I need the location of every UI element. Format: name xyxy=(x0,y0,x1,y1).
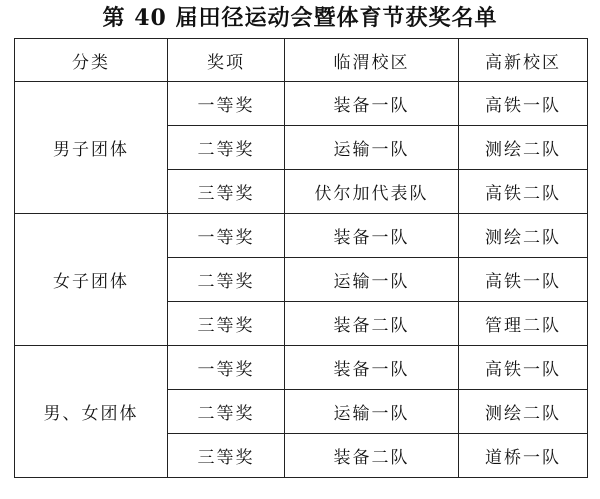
campus-b-cell: 测绘二队 xyxy=(459,214,588,258)
group-label: 男、女团体 xyxy=(15,346,168,478)
document-title: 第 40 届田径运动会暨体育节获奖名单 xyxy=(102,5,498,31)
group-label: 女子团体 xyxy=(15,214,168,346)
campus-b-cell: 道桥一队 xyxy=(459,434,588,478)
table-row xyxy=(15,346,588,390)
award-cell: 三等奖 xyxy=(168,434,285,478)
campus-a-cell: 装备二队 xyxy=(285,302,459,346)
campus-b-cell: 测绘二队 xyxy=(459,390,588,434)
award-cell: 一等奖 xyxy=(168,214,285,258)
header-campus-b: 高新校区 xyxy=(459,39,588,82)
header-campus-a: 临渭校区 xyxy=(285,39,459,82)
award-cell: 一等奖 xyxy=(168,346,285,390)
campus-b-cell: 高铁二队 xyxy=(459,170,588,214)
award-cell: 一等奖 xyxy=(168,82,285,126)
campus-a-cell: 运输一队 xyxy=(285,258,459,302)
award-cell: 二等奖 xyxy=(168,258,285,302)
table-row xyxy=(15,214,588,258)
campus-a-cell: 装备二队 xyxy=(285,434,459,478)
award-cell: 三等奖 xyxy=(168,302,285,346)
campus-b-cell: 高铁一队 xyxy=(459,258,588,302)
awards-table xyxy=(14,38,588,478)
table-row xyxy=(15,82,588,126)
campus-b-cell: 测绘二队 xyxy=(459,126,588,170)
header-award: 奖项 xyxy=(168,39,285,82)
campus-b-cell: 管理二队 xyxy=(459,302,588,346)
award-cell: 二等奖 xyxy=(168,126,285,170)
award-cell: 三等奖 xyxy=(168,170,285,214)
campus-a-cell: 装备一队 xyxy=(285,214,459,258)
campus-b-cell: 高铁一队 xyxy=(459,346,588,390)
group-label: 男子团体 xyxy=(15,82,168,214)
campus-a-cell: 伏尔加代表队 xyxy=(285,170,459,214)
award-cell: 二等奖 xyxy=(168,390,285,434)
campus-a-cell: 运输一队 xyxy=(285,390,459,434)
header-category: 分类 xyxy=(15,39,168,82)
campus-a-cell: 运输一队 xyxy=(285,126,459,170)
table-header-row xyxy=(15,39,588,82)
campus-a-cell: 装备一队 xyxy=(285,82,459,126)
campus-a-cell: 装备一队 xyxy=(285,346,459,390)
campus-b-cell: 高铁一队 xyxy=(459,82,588,126)
